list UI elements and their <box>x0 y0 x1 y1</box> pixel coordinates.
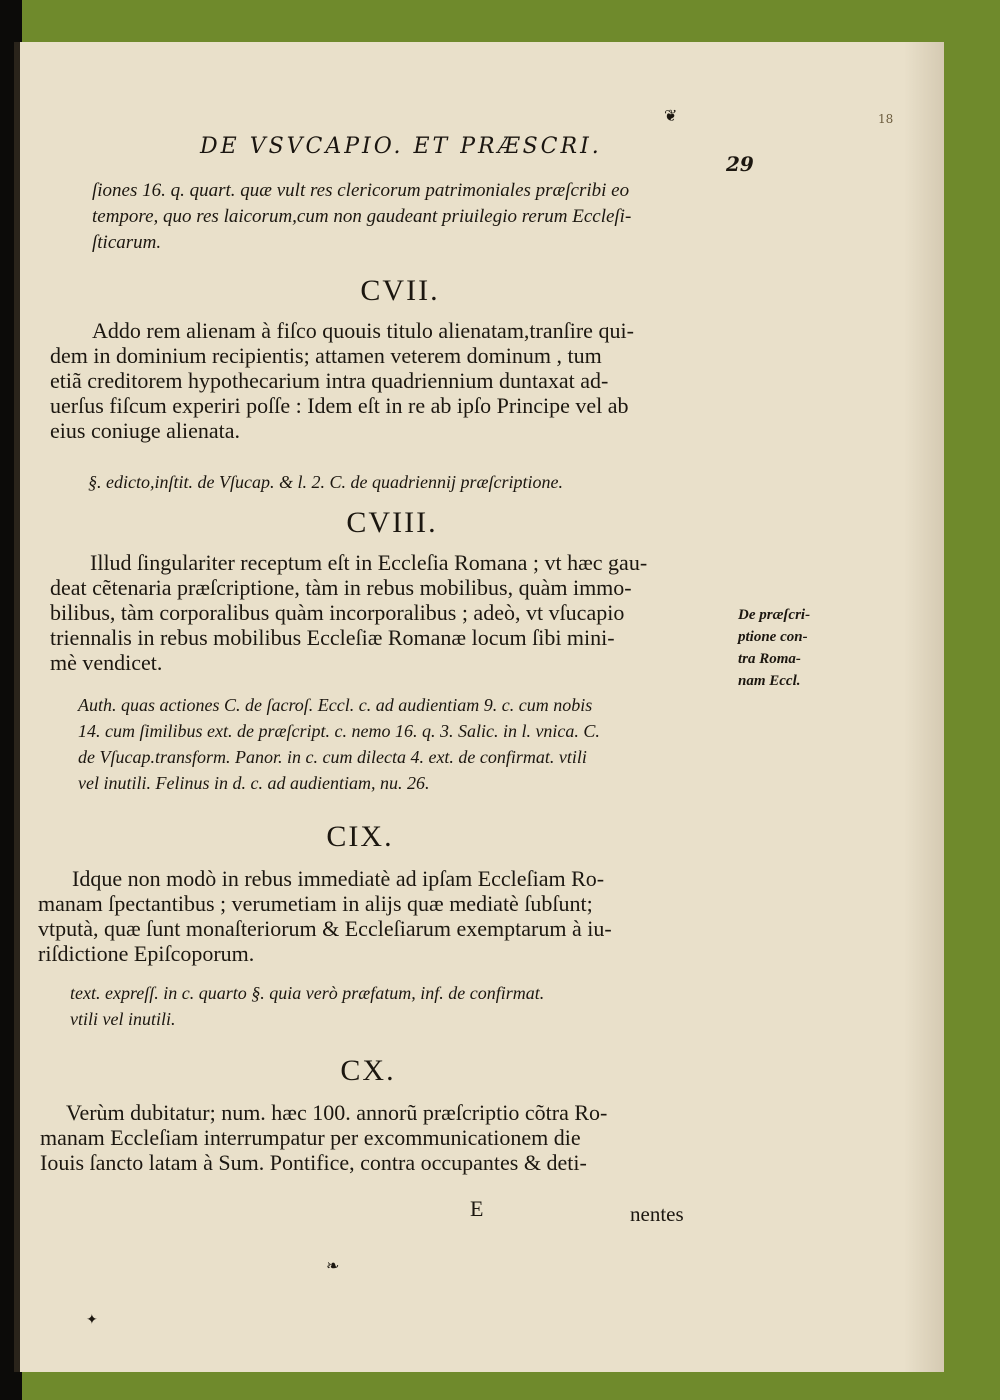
margin-note-line: nam Eccl. <box>738 673 801 689</box>
section-text-cx <box>40 1100 720 1175</box>
margin-note <box>738 604 848 692</box>
text-line: Idque non modò in rebus immediatè ad ipſam Eccleſiam Ro- <box>72 866 605 891</box>
section-text-cvii <box>50 318 740 443</box>
text-line: vtputà, quæ ſunt monaſteriorum & Eccleſiarum exemptarum à iu- <box>38 916 612 941</box>
intro-paragraph <box>92 178 752 256</box>
citation-line: vel inutili. Felinus in d. c. ad audientiam, nu. 26. <box>78 773 430 793</box>
section-heading-cvii: CVII. <box>360 274 440 307</box>
text-line: etiã creditorem hypothecarium intra quadriennium duntaxat ad- <box>50 368 609 393</box>
text-line: riſdictione Epiſcoporum. <box>38 941 255 966</box>
citation-line: §. edicto,inſtit. de Vſucap. & l. 2. C. de quadriennij præſcriptione. <box>88 472 563 492</box>
text-line: uerſus fiſcum experiri poſſe : Idem eſt in re ab ipſo Principe vel ab <box>50 393 629 418</box>
corner-mark: 18 <box>878 112 894 126</box>
section-heading-cx: CX. <box>340 1054 396 1087</box>
text-line: manam Eccleſiam interrumpatur per excommunicationem die <box>40 1125 581 1150</box>
running-head: DE VSVCAPIO. ET PRÆSCRI. <box>200 134 602 159</box>
ornament-left: ✦ <box>86 1312 98 1328</box>
text-line: Iouis ſancto latam à Sum. Pontifice, contra occupantes & deti- <box>40 1150 587 1175</box>
text-line: dem in dominium recipientis; attamen veterem dominum , tum <box>50 343 602 368</box>
citation-line: 14. cum ſimilibus ext. de præſcript. c. nemo 16. q. 3. Salic. in l. vnica. C. <box>78 721 600 741</box>
citation-line: vtili vel inutili. <box>70 1009 176 1029</box>
catchword: nentes <box>630 1202 684 1226</box>
section-text-cviii <box>50 550 740 675</box>
citation-line: text. expreſſ. in c. quarto §. quia verò præfatum, inf. de confirmat. <box>70 983 545 1003</box>
intro-line: ſiones 16. q. quart. quæ vult res clericorum patrimoniales præſcribi eo <box>92 180 630 201</box>
text-line: triennalis in rebus mobilibus Eccleſiæ Romanæ locum ſibi mini- <box>50 625 615 650</box>
page-number: 29 <box>726 152 754 176</box>
intro-line: ſticarum. <box>92 232 162 253</box>
margin-note-line: tra Roma- <box>738 651 801 667</box>
text-line: Verùm dubitatur; num. hæc 100. annorũ præſcriptio cõtra Ro- <box>66 1100 608 1125</box>
citation-cix <box>70 980 730 1032</box>
text-line: Addo rem alienam à fiſco quouis titulo alienatam,tranſire qui- <box>92 318 634 343</box>
margin-note-line: De præſcri- <box>738 607 811 623</box>
signature-mark: E <box>470 1196 484 1221</box>
section-text-cix <box>38 866 728 966</box>
text-line: Illud ſingulariter receptum eſt in Eccleſia Romana ; vt hæc gau- <box>90 550 648 575</box>
margin-note-line: ptione con- <box>738 629 808 645</box>
section-heading-cix: CIX. <box>326 820 394 853</box>
citation-line: Auth. quas actiones C. de ſacroſ. Eccl. c. ad audientiam 9. c. cum nobis <box>78 695 593 715</box>
ornament-top: ❦ <box>664 106 678 125</box>
text-line: manam ſpectantibus ; verumetiam in alijs quæ mediatè ſubſunt; <box>38 891 593 916</box>
intro-line: tempore, quo res laicorum,cum non gaudeant priuilegio rerum Eccleſi- <box>92 206 632 227</box>
section-heading-cviii: CVIII. <box>346 506 438 539</box>
ornament-bottom: ❧ <box>326 1256 340 1275</box>
citation-line: de Vſucap.transform. Panor. in c. cum dilecta 4. ext. de confirmat. vtili <box>78 747 587 767</box>
text-line: deat cẽtenaria præſcriptione, tàm in rebus mobilibus, quàm immo- <box>50 575 632 600</box>
text-line: bilibus, tàm corporalibus quàm incorporalibus ; adeò, vt vſucapio <box>50 600 625 625</box>
citation-cviii <box>78 692 738 796</box>
text-line: mè vendicet. <box>50 650 163 675</box>
text-line: eius coniuge alienata. <box>50 418 240 443</box>
citation-cvii <box>88 470 708 494</box>
